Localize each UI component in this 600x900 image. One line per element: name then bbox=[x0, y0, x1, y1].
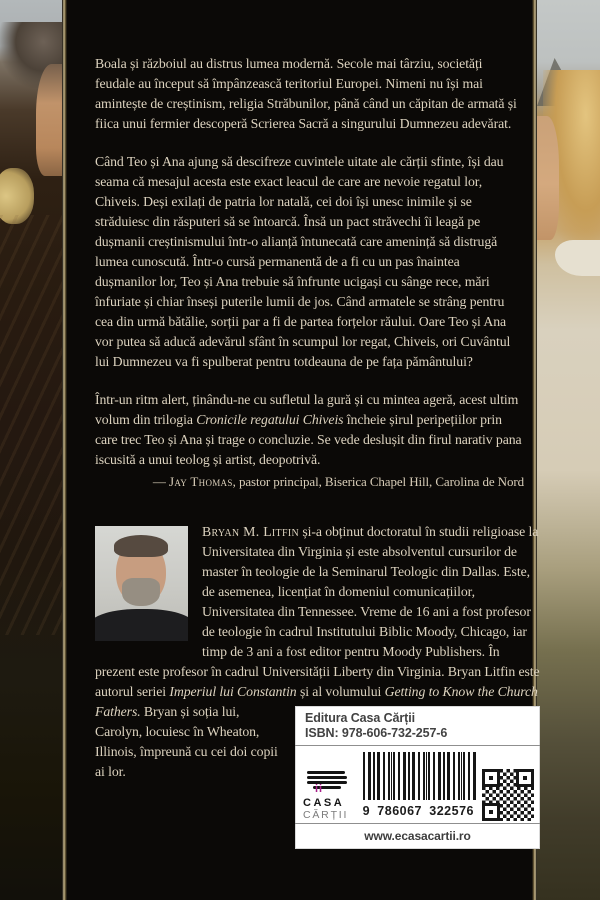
bio-text-3: Bryan și soția lui, Carolyn, locuiesc în Wheaton, Illinois, împreună cu cei doi copii ai lor. bbox=[95, 704, 278, 779]
qr-finder-dot bbox=[523, 776, 527, 780]
qr-finder-square bbox=[516, 769, 534, 787]
author-name: Bryan M. Litfin bbox=[202, 524, 299, 539]
attribution-dash: — bbox=[152, 474, 169, 489]
barcode-row bbox=[295, 746, 540, 823]
barcode-group-1: 786067 bbox=[377, 804, 423, 818]
qr-finder-square bbox=[482, 769, 500, 787]
qr-finder-square bbox=[482, 803, 500, 821]
left-spine-fold-line bbox=[62, 0, 67, 900]
publisher-header bbox=[295, 706, 540, 745]
left-photo-strip-man bbox=[0, 0, 62, 900]
reviewer-title: , pastor principal, Biserica Chapel Hill, Carolina de Nord bbox=[232, 474, 524, 489]
back-cover-text-panel bbox=[95, 0, 540, 849]
logo-text-cartii: CĂRȚII bbox=[303, 809, 349, 821]
logo-bar bbox=[307, 776, 347, 779]
bio-text-1: și-a obținut doctoratul în studii religioase la Universitatea din Virginia și este absolventul cursurilor de master în teologie de la Seminarul Teologic din Dallas. Este, de asemenea, licențiat în domeniul comunicațiilor, Universitatea din Tennessee. Vreme de 16 ani a fost profesor de teologie în cadrul Institutului Biblic Moody, Chicago, iar timp de 3 ani a fost editor pentru Moody Publishers. În prezent este profesor în cadrul Universității Liberty din Virginia. Bryan Litfin este autorul seriei bbox=[95, 524, 540, 699]
casa-cartii-logo-icon bbox=[307, 771, 347, 795]
qr-code-icon bbox=[482, 769, 534, 821]
review-attribution bbox=[95, 472, 524, 492]
barcode-digits bbox=[363, 800, 476, 821]
man-jacket-photo-fragment bbox=[0, 215, 62, 635]
isbn-number: ISBN: 978-606-732-257-6 bbox=[305, 726, 448, 740]
review-text-end: încheie șirul peripețiilor prin care trec Teo și Ana și trage o concluzie. Se vede deslușit din firul narativ pana iscusită a unui teolog și artist, deopotrivă. bbox=[95, 412, 522, 467]
barcode-bars-icon bbox=[363, 752, 476, 800]
barcode-group-2: 322576 bbox=[429, 804, 474, 818]
woman-dress-photo-fragment bbox=[555, 240, 600, 276]
logo-bar bbox=[307, 781, 347, 784]
author-beard bbox=[122, 578, 160, 606]
synopsis-paragraph-1: Boala și războiul au distrus lumea modernă. Secole mai târziu, societăți feudale au început să împânzească teritoriul Europei. Nimeni nu își mai amintește de creștinism, religia Străbunilor, până când un căpitan de armată și fiica unui fermier descoperă Scrierea Sacră a singurului Dumnezeu adevărat. bbox=[95, 56, 517, 131]
reviewer-name: Jay Thomas bbox=[168, 474, 233, 489]
review-text-start: Într-un ritm alert, ținându-ne cu sufletul la gură și cu mintea ageră, acest ultim volum din trilogia bbox=[95, 392, 519, 427]
publisher-website: www.ecasacartii.ro bbox=[364, 829, 471, 843]
logo-text-casa: CASA bbox=[303, 797, 345, 809]
qr-finder-dot bbox=[489, 776, 493, 780]
logo-ii-accent: ii bbox=[315, 783, 324, 795]
man-face-photo-fragment bbox=[36, 64, 62, 176]
right-photo-strip-woman bbox=[537, 0, 600, 900]
casa-cartii-logo bbox=[303, 771, 363, 821]
bio-series-title-italic: Imperiul lui Constantin bbox=[169, 684, 297, 699]
woman-face-photo-fragment bbox=[537, 116, 559, 240]
author-portrait-photo bbox=[95, 526, 188, 641]
synopsis-paragraph-2: Când Teo și Ana ajung să descifreze cuvintele uitate ale cărții sfinte, își dau seama că mesajul acesta este exact leacul de care are nevoie regatul lor, Chiveis. Deși exilați de patria lor natală, cei doi își unesc inimile și se străduiesc din răsputeri să se întoarcă. Însă un pact străvechi îi leagă pe dușmanii creștinismului într-o alianță întunecată care amenință să distrugă lumea cunoscută. Într-o cursă permanentă de a fi cu un pas înaintea dușmanilor lor, Teo și Ana trebuie să înfrunte ucigași cu sânge rece, mări înfuriate și chiar înseși puterile lumii de jos. Când armatele se strâng pentru cea din urmă bătălie, sorții par a fi de partea forțelor răului. Oare Teo și Ana vor putea să aducă adevărul sfânt în scumpul lor regat, Chiveis, ori Cuvântul lui Dumnezeu va fi spulberat pentru totdeauna de pe fața pământului? bbox=[95, 154, 511, 369]
bio-book-title-italic: Getting to Know the Church Fathers. bbox=[95, 684, 538, 719]
logo-bar bbox=[307, 771, 345, 774]
series-title-italic: Cronicile regatului Chiveis bbox=[196, 412, 344, 427]
review-quote bbox=[95, 390, 524, 470]
bio-text-2: și al volumului bbox=[296, 684, 385, 699]
author-hair bbox=[114, 535, 168, 557]
publisher-name: Editura Casa Cărții bbox=[305, 711, 415, 725]
publisher-isbn-box bbox=[295, 706, 540, 849]
ean-barcode bbox=[363, 752, 476, 821]
barcode-lead-digit: 9 bbox=[362, 804, 371, 818]
qr-finder-dot bbox=[489, 810, 493, 814]
qr-code bbox=[482, 769, 534, 821]
author-bio-section bbox=[95, 522, 540, 843]
author-shirt bbox=[95, 609, 188, 641]
